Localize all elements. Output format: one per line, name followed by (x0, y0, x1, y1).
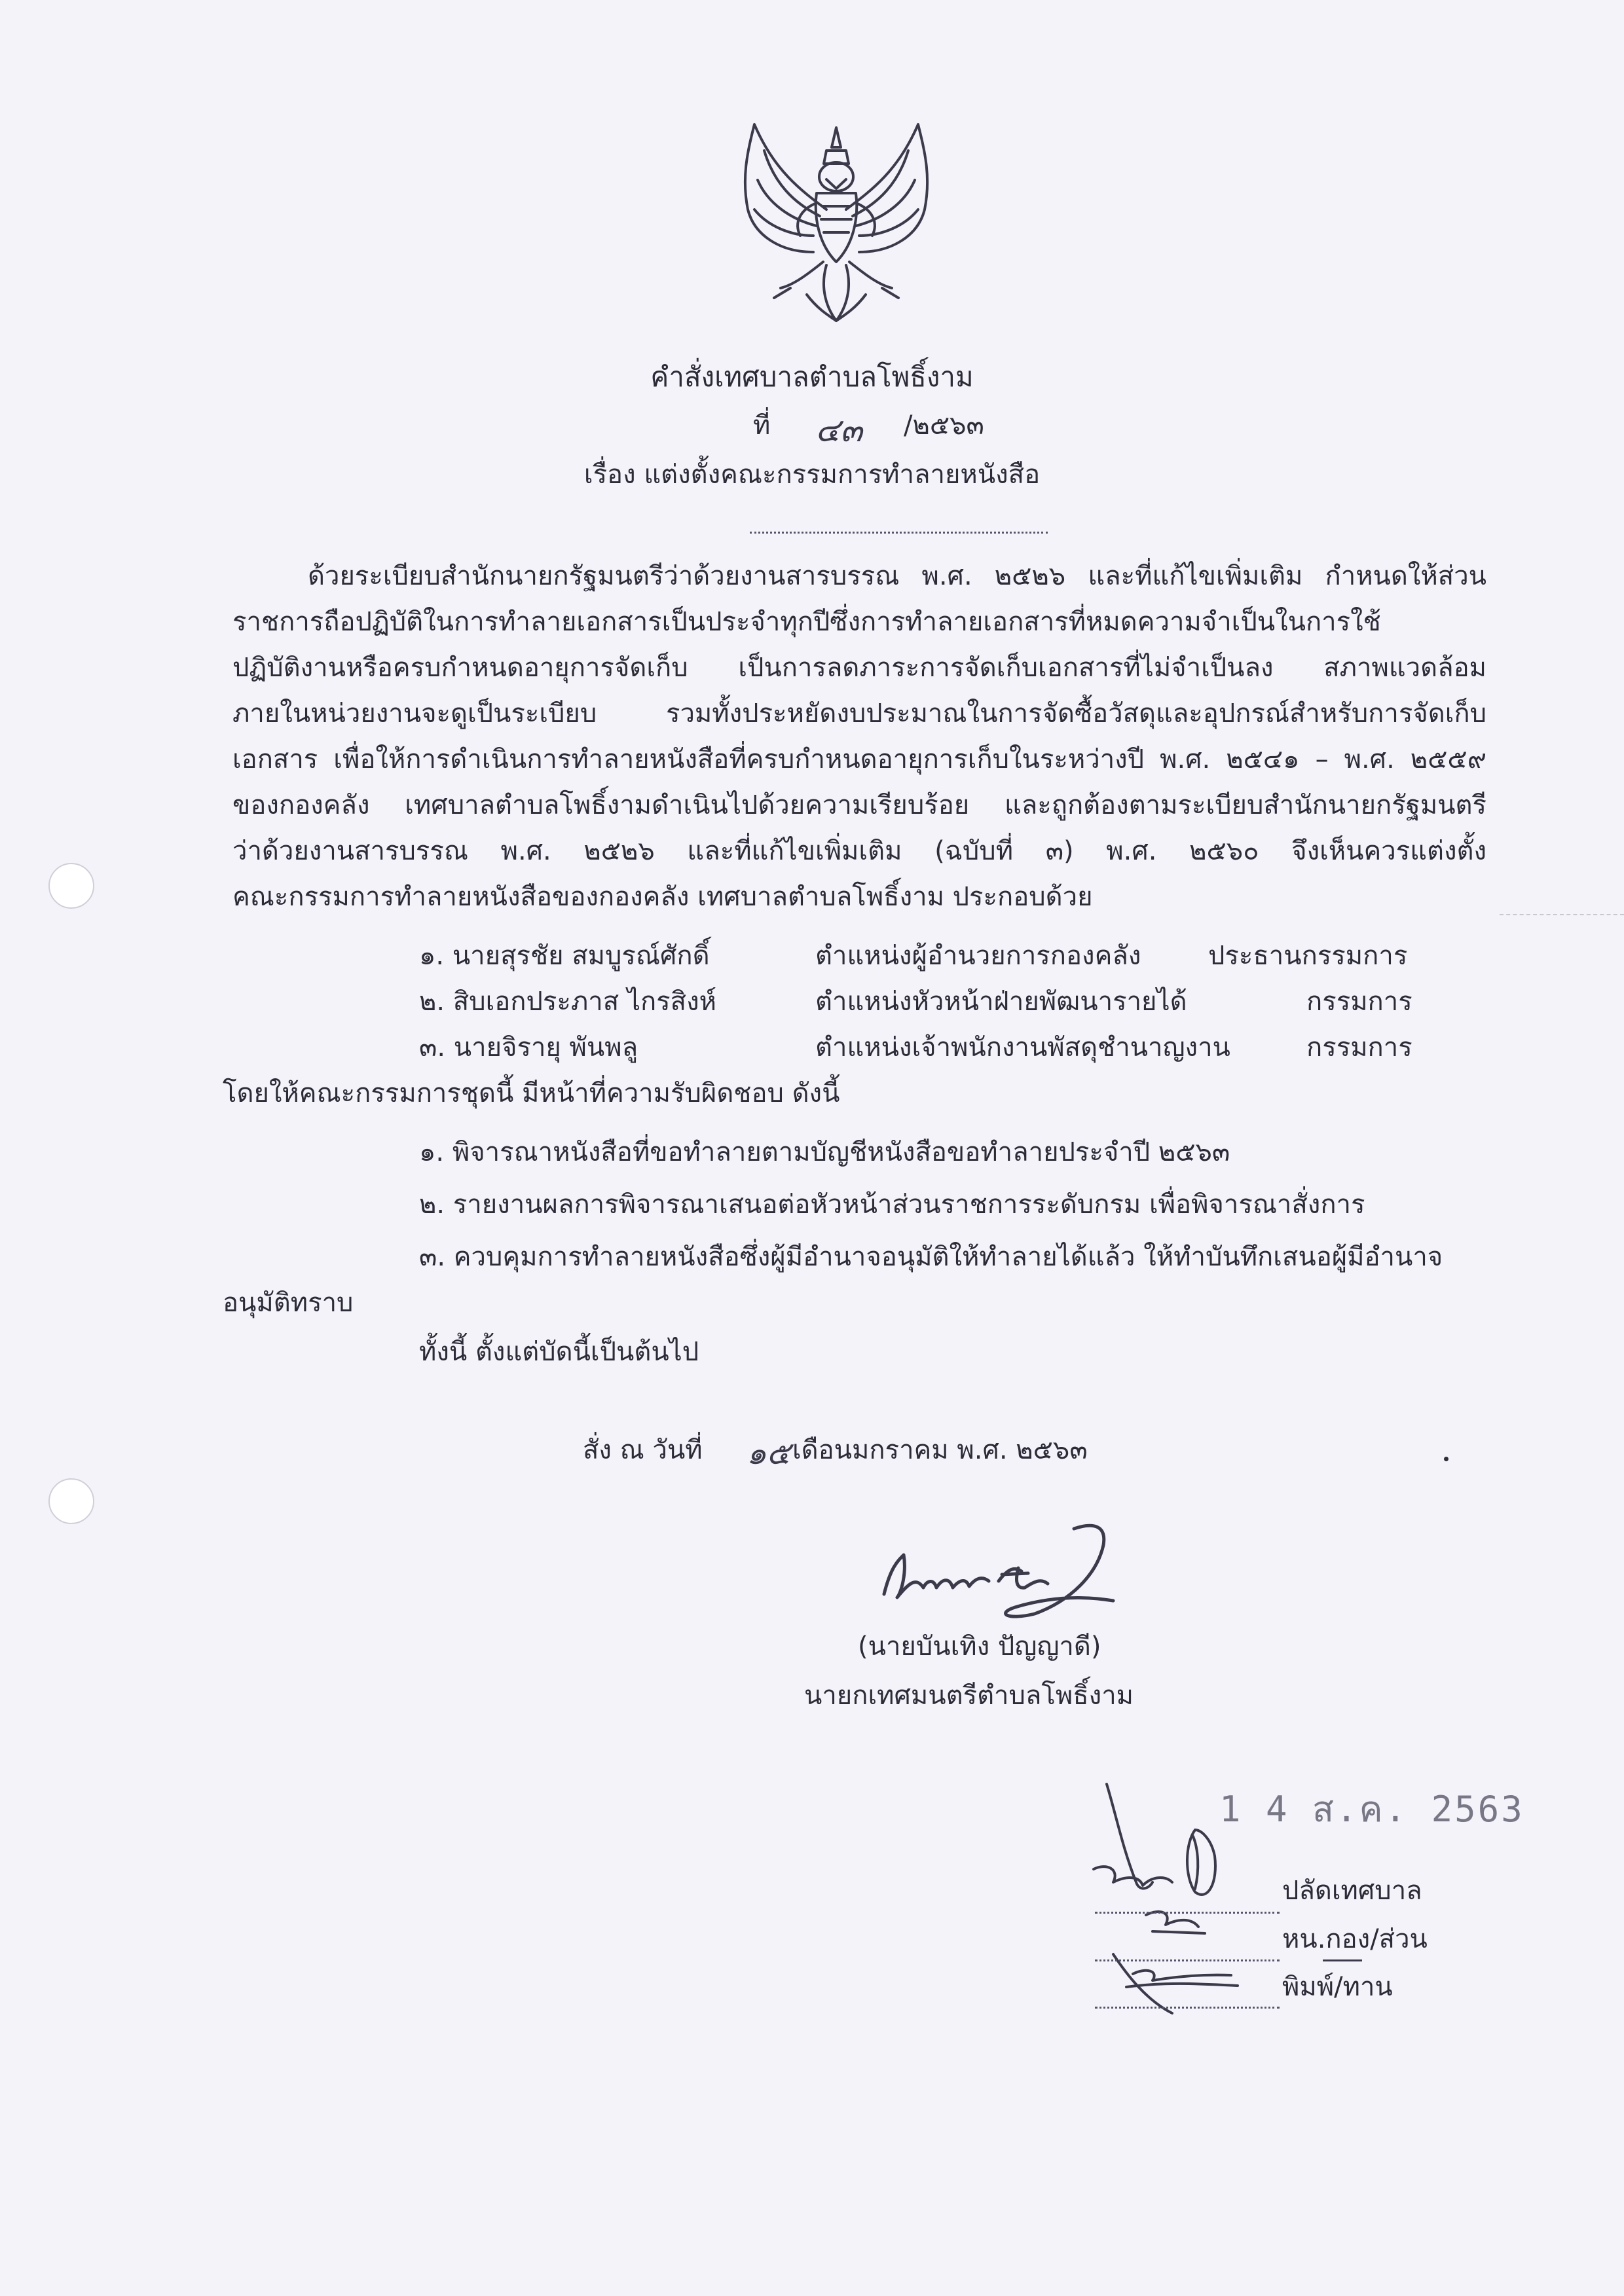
paragraph-line-6: ของกองคลัง เทศบาลตำบลโพธิ์งามดำเนินไปด้วยความเรียบร้อย และถูกต้องตามระเบียบสำนักนายกรัฐมนตรี (232, 790, 1486, 820)
member-3-role: กรรมการ (1306, 1032, 1412, 1063)
paragraph-line-4: ภายในหน่วยงานจะดูเป็นระเบียบ รวมทั้งประหยัดงบประมาณในการจัดซื้อวัสดุและอุปกรณ์สำหรับการจัดเก็บ (232, 699, 1486, 729)
paragraph-line-1: ด้วยระเบียบสำนักนายกรัฐมนตรีว่าด้วยงานสารบรรณ พ.ศ. ๒๕๒๖ และที่แก้ไขเพิ่มเติม กำหนดให้ส่วน (308, 561, 1486, 591)
duty-2: ๒. รายงานผลการพิจารณาเสนอต่อหัวหน้าส่วนราชการระดับกรม เพื่อพิจารณาสั่งการ (419, 1190, 1365, 1220)
duty-1: ๑. พิจารณาหนังสือที่ขอทำลายตามบัญชีหนังสือขอทำลายประจำปี ๒๕๖๓ (419, 1137, 1230, 1167)
routing-line-1 (1095, 1912, 1280, 1914)
paragraph-line-5: เอกสาร เพื่อให้การดำเนินการทำลายหนังสือที่ครบกำหนดอายุการเก็บในระหว่างปี พ.ศ. ๒๕๔๑ – พ.ศ. ๒๕๕๙ (232, 744, 1486, 774)
mayor-signature-icon (877, 1516, 1146, 1627)
received-date-stamp: 1 4 ส.ค. 2563 (1219, 1789, 1524, 1830)
order-subject: เรื่อง แต่งตั้งคณะกรรมการทำลายหนังสือ (583, 460, 1041, 490)
effective-clause: ทั้งนี้ ตั้งแต่บัดนี้เป็นต้นไป (419, 1337, 699, 1367)
order-number-handwritten: ๔๓ (815, 411, 863, 449)
member-1-position: ตำแหน่งผู้อำนวยการกองคลัง (815, 941, 1141, 971)
paragraph-line-8: คณะกรรมการทำลายหนังสือของกองคลัง เทศบาลตำบลโพธิ์งาม ประกอบด้วย (232, 882, 1093, 912)
member-3-position: ตำแหน่งเจ้าพนักงานพัสดุชำนาญงาน (815, 1032, 1230, 1063)
member-2-role: กรรมการ (1306, 987, 1412, 1017)
order-number-prefix: ที่ (753, 410, 771, 441)
stray-dot (1444, 1457, 1449, 1461)
member-3-name: ๓. นายจิรายุ พันพลู (419, 1032, 638, 1063)
order-date-suffix: เดือนมกราคม พ.ศ. ๒๕๖๓ (792, 1435, 1088, 1465)
routing-line-2 (1095, 1959, 1280, 1961)
duty-3: ๓. ควบคุมการทำลายหนังสือซึ่งผู้มีอำนาจอนุมัติให้ทำลายได้แล้ว ให้ทำบันทึกเสนอผู้มีอำนาจ (419, 1242, 1443, 1272)
order-title: คำสั่งเทศบาลตำบลโพธิ์งาม (650, 361, 974, 393)
member-1-name: ๑. นายสุรชัย สมบูรณ์ศักดิ์ (419, 941, 710, 971)
signer-title: นายกเทศมนตรีตำบลโพธิ์งาม (804, 1681, 1134, 1711)
routing-label-1: ปลัดเทศบาล (1282, 1876, 1422, 1906)
signer-name: (นายบันเทิง ปัญญาดี) (858, 1631, 1101, 1662)
routing-line-3 (1095, 2007, 1280, 2009)
paragraph-line-3: ปฏิบัติงานหรือครบกำหนดอายุการจัดเก็บ เป็นการลดภาระการจัดเก็บเอกสารที่ไม่จำเป็นลง สภาพแวดล้อม (232, 653, 1486, 683)
garuda-emblem-icon (728, 111, 944, 334)
order-date-prefix: สั่ง ณ วันที่ (583, 1435, 703, 1465)
member-2-name: ๒. สิบเอกประภาส ไกรสิงห์ (419, 987, 716, 1017)
routing-initials-icon (1087, 1777, 1303, 2020)
punch-hole-bottom (48, 1478, 94, 1524)
member-2-position: ตำแหน่งหัวหน้าฝ่ายพัฒนารายได้ (815, 987, 1187, 1017)
duties-intro: โดยให้คณะกรรมการชุดนี้ มีหน้าที่ความรับผิดชอบ ดังนี้ (223, 1078, 840, 1108)
routing-label-2: หน.กอง/ส่วน (1282, 1924, 1428, 1954)
routing-label-3: พิมพ์/ทาน (1282, 1972, 1393, 2002)
paragraph-line-7: ว่าด้วยงานสารบรรณ พ.ศ. ๒๕๒๖ และที่แก้ไขเพิ่มเติม (ฉบับที่ ๓) พ.ศ. ๒๕๖๐ จึงเห็นควรแต่งตั้ง (232, 836, 1486, 866)
paragraph-line-2: ราชการถือปฏิบัติในการทำลายเอกสารเป็นประจำทุกปีซึ่งการทำลายเอกสารที่หมดความจำเป็นในการใช้ (232, 607, 1381, 637)
order-date-day-handwritten: ๑๕ (747, 1435, 790, 1472)
member-1-role: ประธานกรรมการ (1208, 941, 1408, 971)
punch-hole-top (48, 863, 94, 909)
subject-underline (750, 532, 1048, 534)
routing-label-2-underline (1323, 1959, 1362, 1961)
duty-3-continuation: อนุมัติทราบ (223, 1288, 354, 1318)
fold-mark (1500, 914, 1624, 915)
order-number-suffix: /๒๕๖๓ (904, 410, 984, 441)
